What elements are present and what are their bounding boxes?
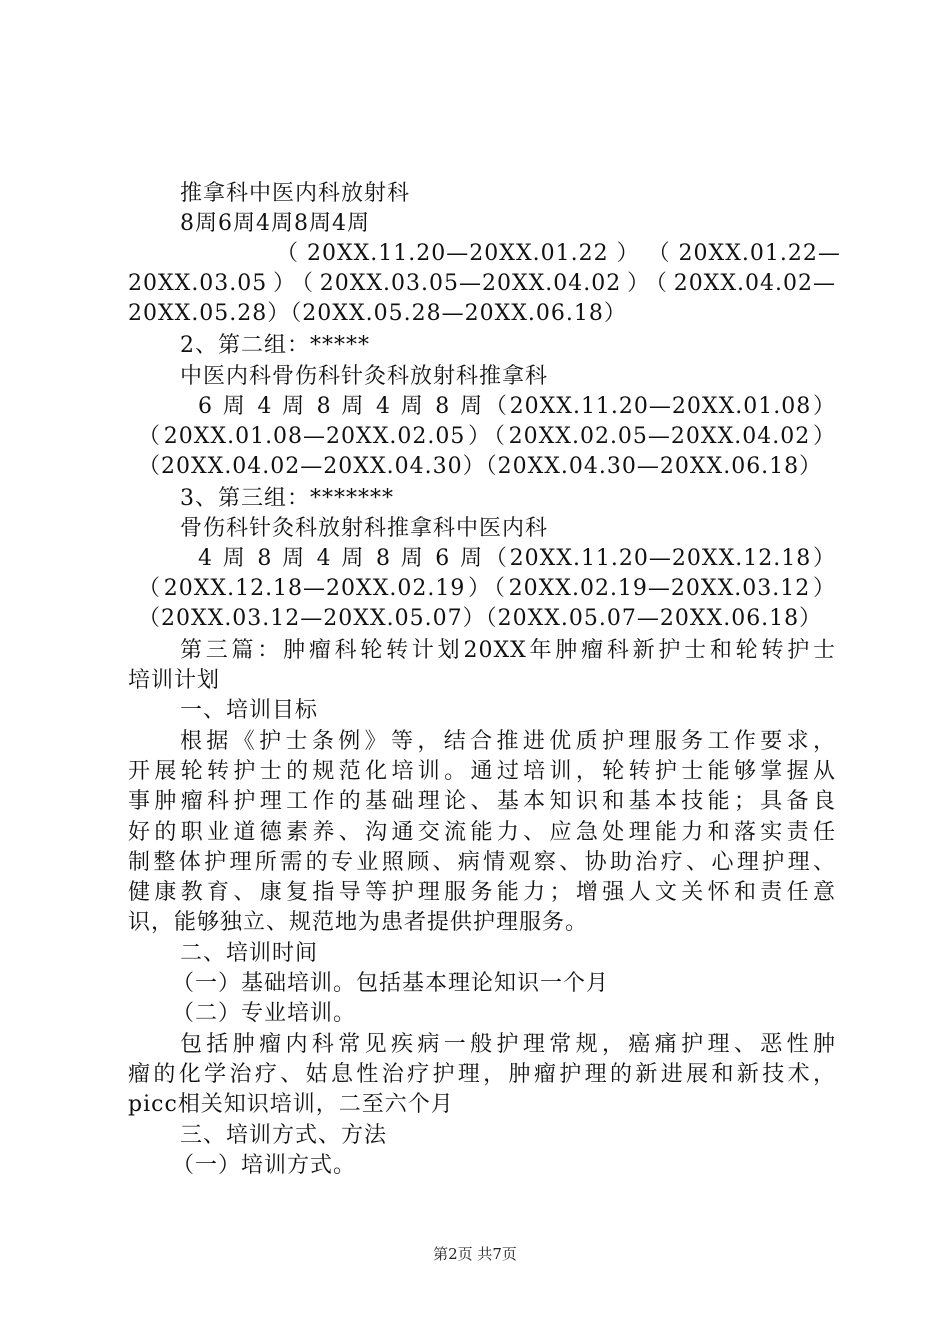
text-line: 20XX.05.28）（20XX.05.28—20XX.06.18） <box>128 301 627 326</box>
text-line: 推拿科中医内科放射科 <box>180 181 411 206</box>
section-heading: 一、培训目标 <box>180 698 319 723</box>
paragraph-line: 好的职业道德素养、沟通交流能力、应急处理能力和落实责任 <box>128 820 836 845</box>
section-heading: 2、第二组：***** <box>180 333 370 358</box>
section-heading: 3、第三组：******* <box>180 486 394 511</box>
section-heading: 三、培训方式、方法 <box>180 1123 388 1148</box>
text-line: 20XX.03.05）（20XX.03.05—20XX.04.02）（20XX.04.02— <box>128 271 836 296</box>
paragraph-line: 根据《护士条例》等，结合推进优质护理服务工作要求， <box>180 729 836 754</box>
text-line: 骨伤科针灸科放射科推拿科中医内科 <box>180 516 549 541</box>
section-heading: 第三篇：肿瘤科轮转计划20XX年肿瘤科新护士和轮转护士 <box>180 638 836 663</box>
text-line: （ 20XX.11.20—20XX.01.22 ） （ 20XX.01.22— <box>276 241 841 266</box>
text-line: 8周6周4周8周4周 <box>180 211 370 236</box>
paragraph-line: 包括肿瘤内科常见疾病一般护理常规，癌痛护理、恶性肿 <box>180 1032 836 1057</box>
text-line: 4 周 8 周 4 周 8 周 6 周（20XX.11.20—20XX.12.18） <box>198 546 836 571</box>
paragraph-line: picc相关知识培训，二至六个月 <box>128 1092 454 1117</box>
text-line: 培训计划 <box>128 668 221 693</box>
text-line: （一）基础培训。包括基本理论知识一个月 <box>172 971 610 996</box>
text-line: （一）培训方式。 <box>172 1153 357 1178</box>
paragraph-line: 识，能够独立、规范地为患者提供护理服务。 <box>128 910 589 935</box>
text-line: （20XX.12.18—20XX.02.19）（20XX.02.19—20XX.03.12） <box>138 576 836 601</box>
text-line: 6 周 4 周 8 周 4 周 8 周（20XX.11.20—20XX.01.08） <box>198 394 836 419</box>
text-line: （二）专业培训。 <box>172 1001 357 1026</box>
paragraph-line: 事肿瘤科护理工作的基础理论、基本知识和基本技能；具备良 <box>128 789 836 814</box>
text-line: 中医内科骨伤科针灸科放射科推拿科 <box>180 364 549 389</box>
text-line: （20XX.04.02—20XX.04.30）（20XX.04.30—20XX.06.18） <box>138 454 823 479</box>
section-heading: 二、培训时间 <box>180 941 319 966</box>
page-footer: 第2页 共7页 <box>433 1245 517 1263</box>
paragraph-line: 瘤的化学治疗、姑息性治疗护理，肿瘤护理的新进展和新技术， <box>128 1062 836 1087</box>
paragraph-line: 制整体护理所需的专业照顾、病情观察、协助治疗、心理护理、 <box>128 850 836 875</box>
text-line: （20XX.03.12—20XX.05.07）（20XX.05.07—20XX.06.18） <box>138 606 823 631</box>
text-line: （20XX.01.08—20XX.02.05）（20XX.02.05—20XX.04.02） <box>138 424 836 449</box>
paragraph-line: 开展轮转护士的规范化培训。通过培训，轮转护士能够掌握从 <box>128 759 836 784</box>
paragraph-line: 健康教育、康复指导等护理服务能力；增强人文关怀和责任意 <box>128 880 836 905</box>
